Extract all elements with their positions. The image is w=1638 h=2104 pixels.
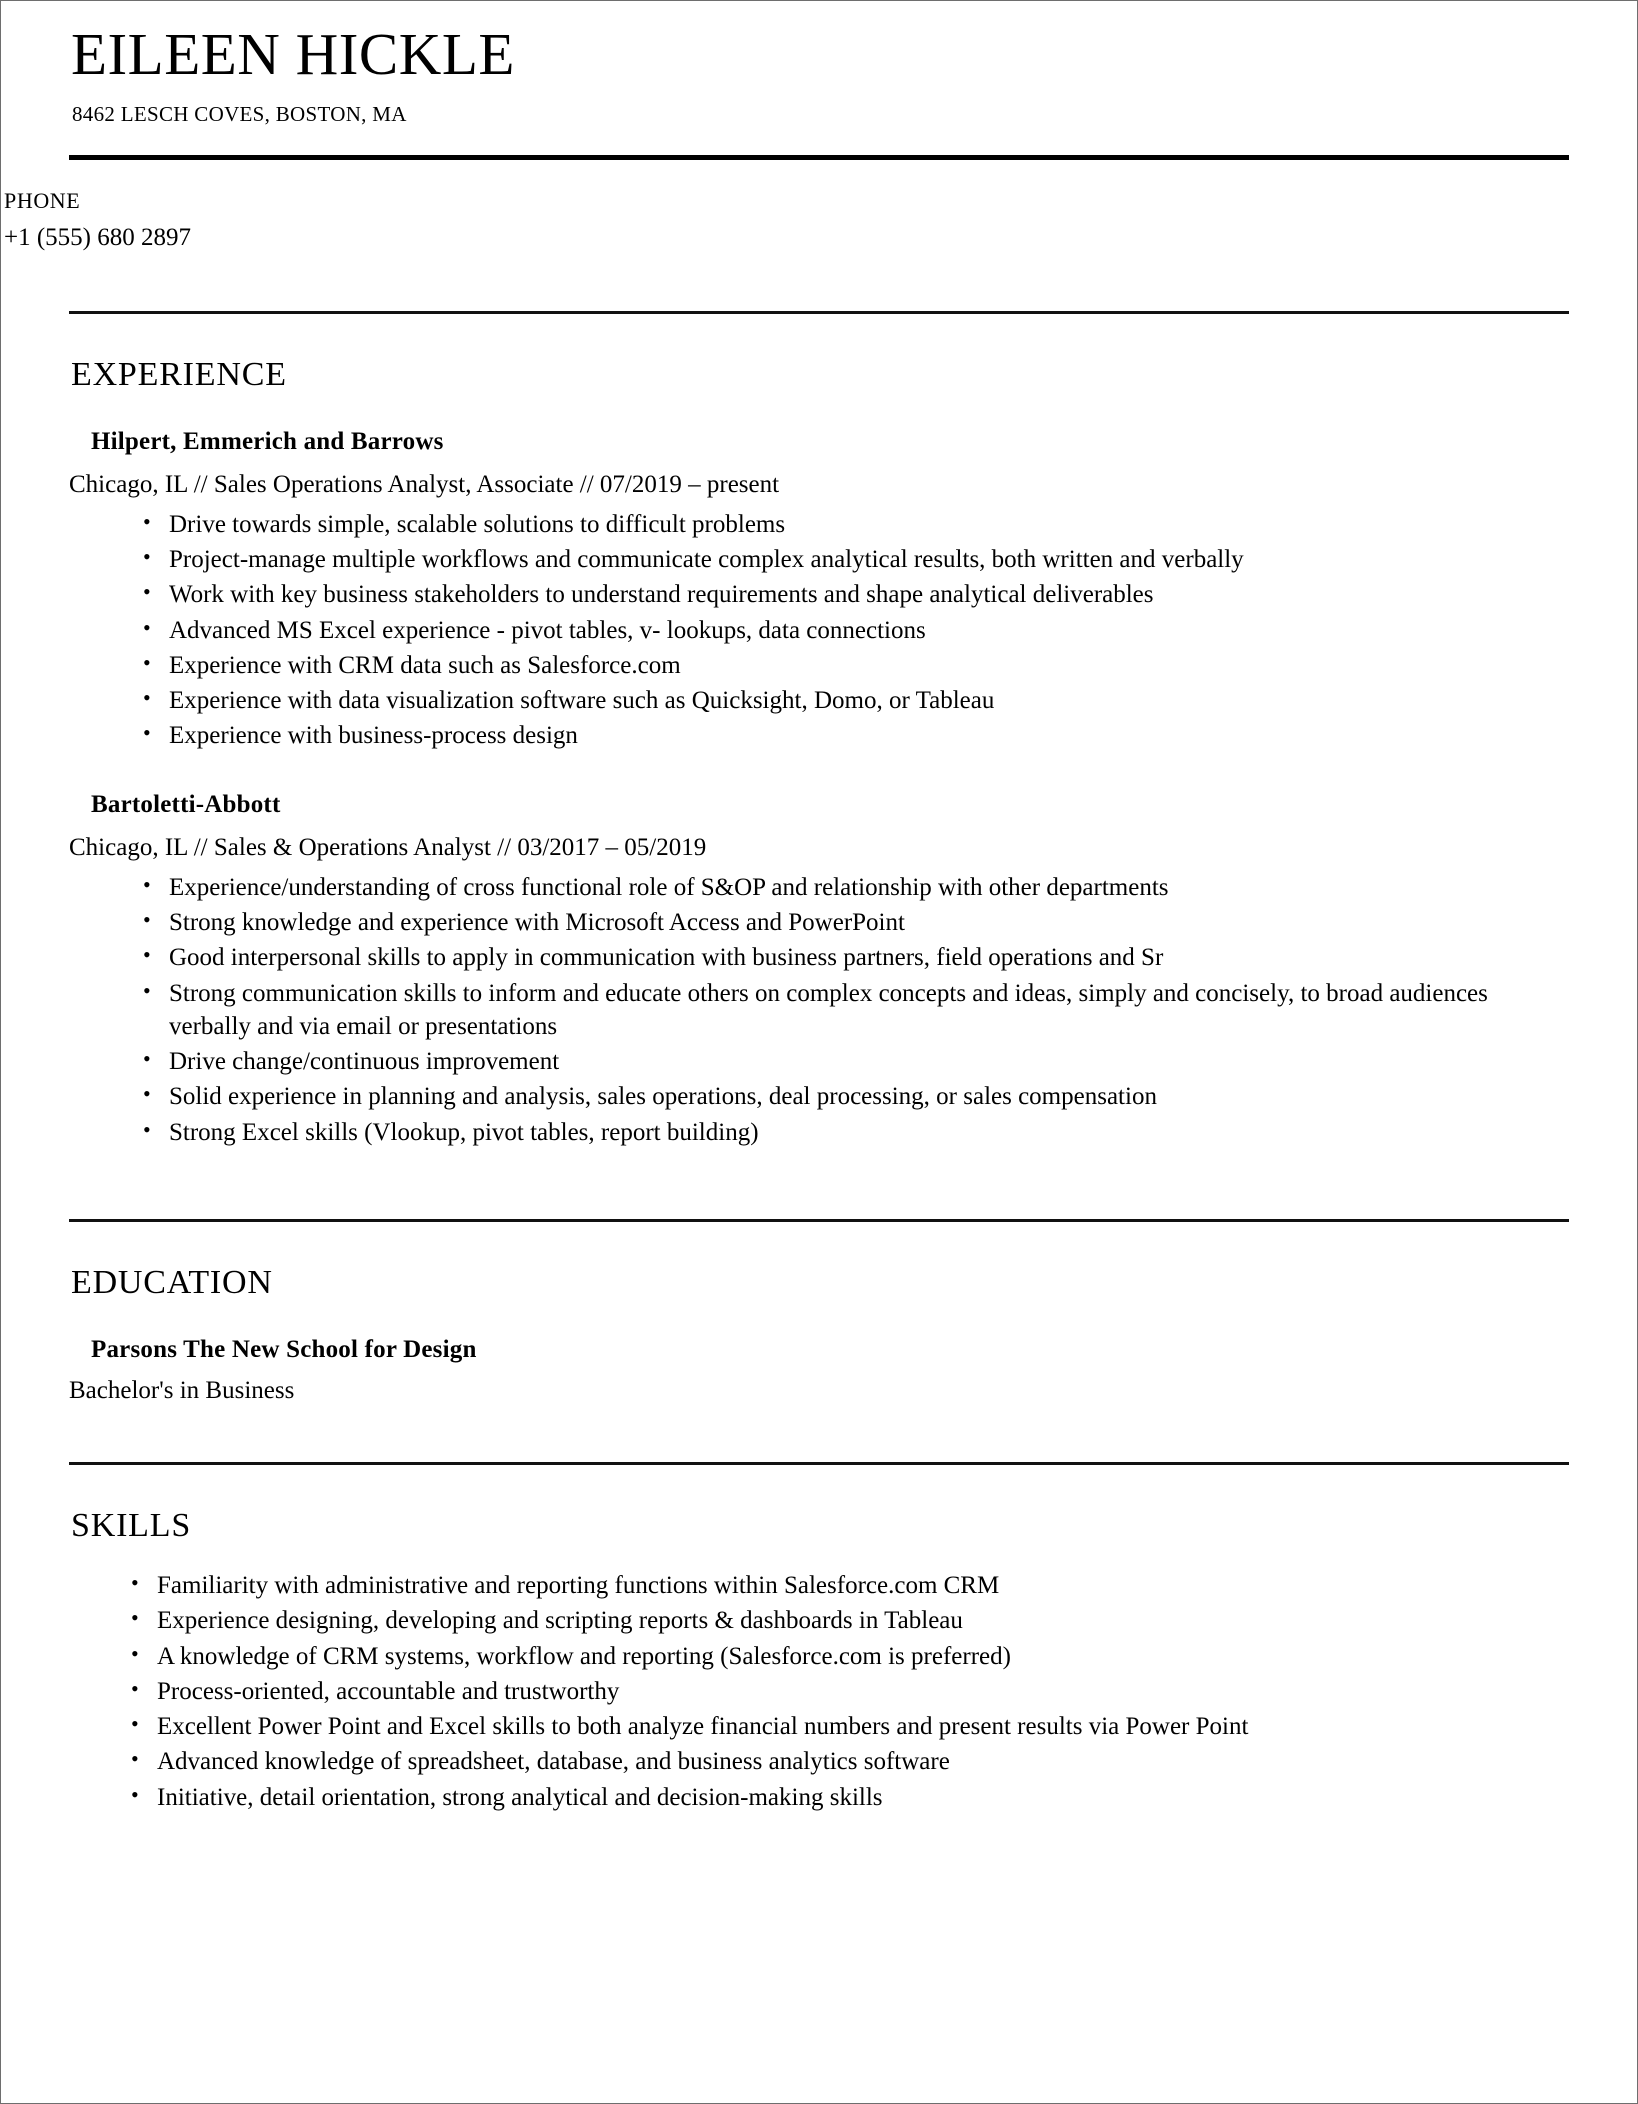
contact-block — [1, 160, 1637, 255]
list-item: • Excellent Power Point and Excel skills to both analyze financial numbers and present results via Power Point — [131, 1710, 1569, 1743]
list-item: • Strong knowledge and experience with Microsoft Access and PowerPoint — [143, 906, 1569, 939]
section-heading-experience: EXPERIENCE — [71, 355, 287, 393]
list-item: • Strong communication skills to inform and educate others on complex concepts and ideas, simply and concisely, to broad audiences verbally and via email or presentations — [143, 977, 1569, 1044]
list-item: • Project-manage multiple workflows and communicate complex analytical results, both written and verbally — [143, 543, 1569, 576]
experience-entry — [69, 789, 1569, 1149]
experience-meta: Chicago, IL // Sales & Operations Analyst // 03/2017 – 05/2019 — [69, 834, 707, 862]
spacer — [1, 1408, 1637, 1462]
spacer — [1, 255, 1637, 311]
section-heading-skills: SKILLS — [71, 1507, 192, 1545]
list-item: • Familiarity with administrative and reporting functions within Salesforce.com CRM — [131, 1569, 1569, 1602]
page-title: EILEEN HICKLE — [71, 21, 515, 87]
list-item: • Experience with CRM data such as Salesforce.com — [143, 649, 1569, 682]
list-item: • Strong Excel skills (Vlookup, pivot tables, report building) — [143, 1116, 1569, 1149]
header-address: 8462 LESCH COVES, BOSTON, MA — [72, 102, 407, 126]
list-item: • Experience with data visualization software such as Quicksight, Domo, or Tableau — [143, 684, 1569, 717]
list-item: • Experience designing, developing and scripting reports & dashboards in Tableau — [131, 1604, 1569, 1637]
resume-header — [1, 1, 1637, 127]
experience-bullet-list — [91, 508, 1569, 753]
phone-value: +1 (555) 680 2897 — [4, 223, 191, 251]
list-item: • Drive change/continuous improvement — [143, 1045, 1569, 1078]
education-degree: Bachelor's in Business — [69, 1377, 295, 1405]
experience-organization: Hilpert, Emmerich and Barrows — [91, 427, 444, 455]
experience-organization: Bartoletti-Abbott — [91, 790, 281, 818]
list-item: • Advanced knowledge of spreadsheet, database, and business analytics software — [131, 1745, 1569, 1778]
skills-bullet-list — [69, 1569, 1569, 1814]
list-item: • Experience with business-process design — [143, 719, 1569, 752]
list-item: • Advanced MS Excel experience - pivot tables, v- lookups, data connections — [143, 614, 1569, 647]
experience-entry — [69, 426, 1569, 753]
spacer — [1, 1465, 1637, 1507]
list-item: • Work with key business stakeholders to understand requirements and shape analytical deliverables — [143, 578, 1569, 611]
education-entry — [69, 1334, 1569, 1408]
experience-section — [1, 356, 1637, 1149]
experience-meta: Chicago, IL // Sales Operations Analyst, Associate // 07/2019 – present — [69, 471, 780, 499]
list-item: • Initiative, detail orientation, strong analytical and decision-making skills — [131, 1781, 1569, 1814]
spacer — [1, 1222, 1637, 1264]
spacer — [1, 1149, 1637, 1219]
phone-label: PHONE — [4, 188, 81, 213]
experience-bullet-list — [91, 871, 1569, 1149]
skills-section — [1, 1507, 1637, 1814]
list-item: • Good interpersonal skills to apply in communication with business partners, field operations and Sr — [143, 941, 1569, 974]
list-item: • Experience/understanding of cross functional role of S&OP and relationship with other departments — [143, 871, 1569, 904]
spacer — [69, 1545, 1569, 1563]
education-school: Parsons The New School for Design — [91, 1335, 477, 1363]
list-item: • Drive towards simple, scalable solutions to difficult problems — [143, 508, 1569, 541]
section-heading-education: EDUCATION — [71, 1263, 273, 1301]
spacer — [1, 314, 1637, 356]
education-section — [1, 1264, 1637, 1408]
list-item: • Solid experience in planning and analysis, sales operations, deal processing, or sales compensation — [143, 1080, 1569, 1113]
list-item: • Process-oriented, accountable and trustworthy — [131, 1675, 1569, 1708]
list-item: • A knowledge of CRM systems, workflow and reporting (Salesforce.com is preferred) — [131, 1640, 1569, 1673]
